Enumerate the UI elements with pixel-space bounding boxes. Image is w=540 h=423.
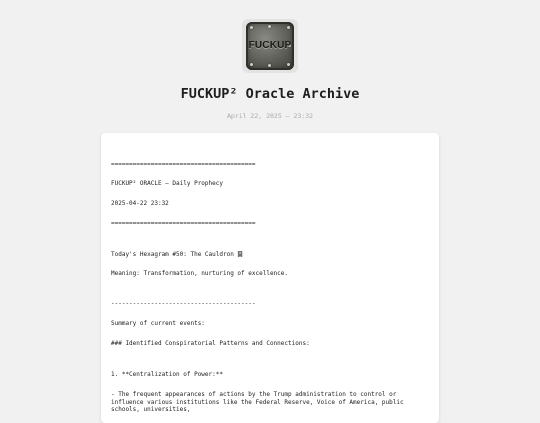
- rivet-icon: [268, 64, 271, 67]
- summary-heading: Summary of current events:: [111, 320, 205, 327]
- list-item-text: - The frequent appearances of actions by the Trump administration to control or influence various institutions like the Federal Reserve, Voice of America, public schools, universities,: [111, 391, 404, 413]
- archive-timestamp: April 22, 2025 — 23:32: [226, 112, 314, 120]
- prophecy-date: 2025-04-22 23:32: [111, 200, 169, 207]
- hexagram-meaning: Meaning: Transformation, nurturing of excellence.: [111, 270, 289, 277]
- rivet-icon: [250, 63, 253, 66]
- separator-line: ========================================: [111, 220, 256, 227]
- rivet-icon: [268, 25, 271, 28]
- page-title: FUCKUP² Oracle Archive: [180, 86, 360, 102]
- hexagram-line: Today's Hexagram #50: The Cauldron ䷑: [111, 251, 243, 258]
- list-item-heading: 1. **Centralization of Power:**: [111, 371, 223, 378]
- logo-text: FUCKUP: [248, 40, 292, 51]
- prophecy-card: [101, 133, 439, 423]
- patterns-heading: ### Identified Conspiratorial Patterns and Connections:: [111, 340, 310, 347]
- fuckup-logo: [246, 22, 294, 70]
- oracle-heading: FUCKUP² ORACLE – Daily Prophecy: [111, 180, 223, 187]
- dashed-separator: ----------------------------------------: [111, 300, 256, 307]
- rivet-icon: [287, 63, 290, 66]
- rivet-icon: [250, 26, 253, 29]
- logo-container: [242, 19, 298, 73]
- separator-line: ========================================: [111, 161, 256, 168]
- rivet-icon: [287, 26, 290, 29]
